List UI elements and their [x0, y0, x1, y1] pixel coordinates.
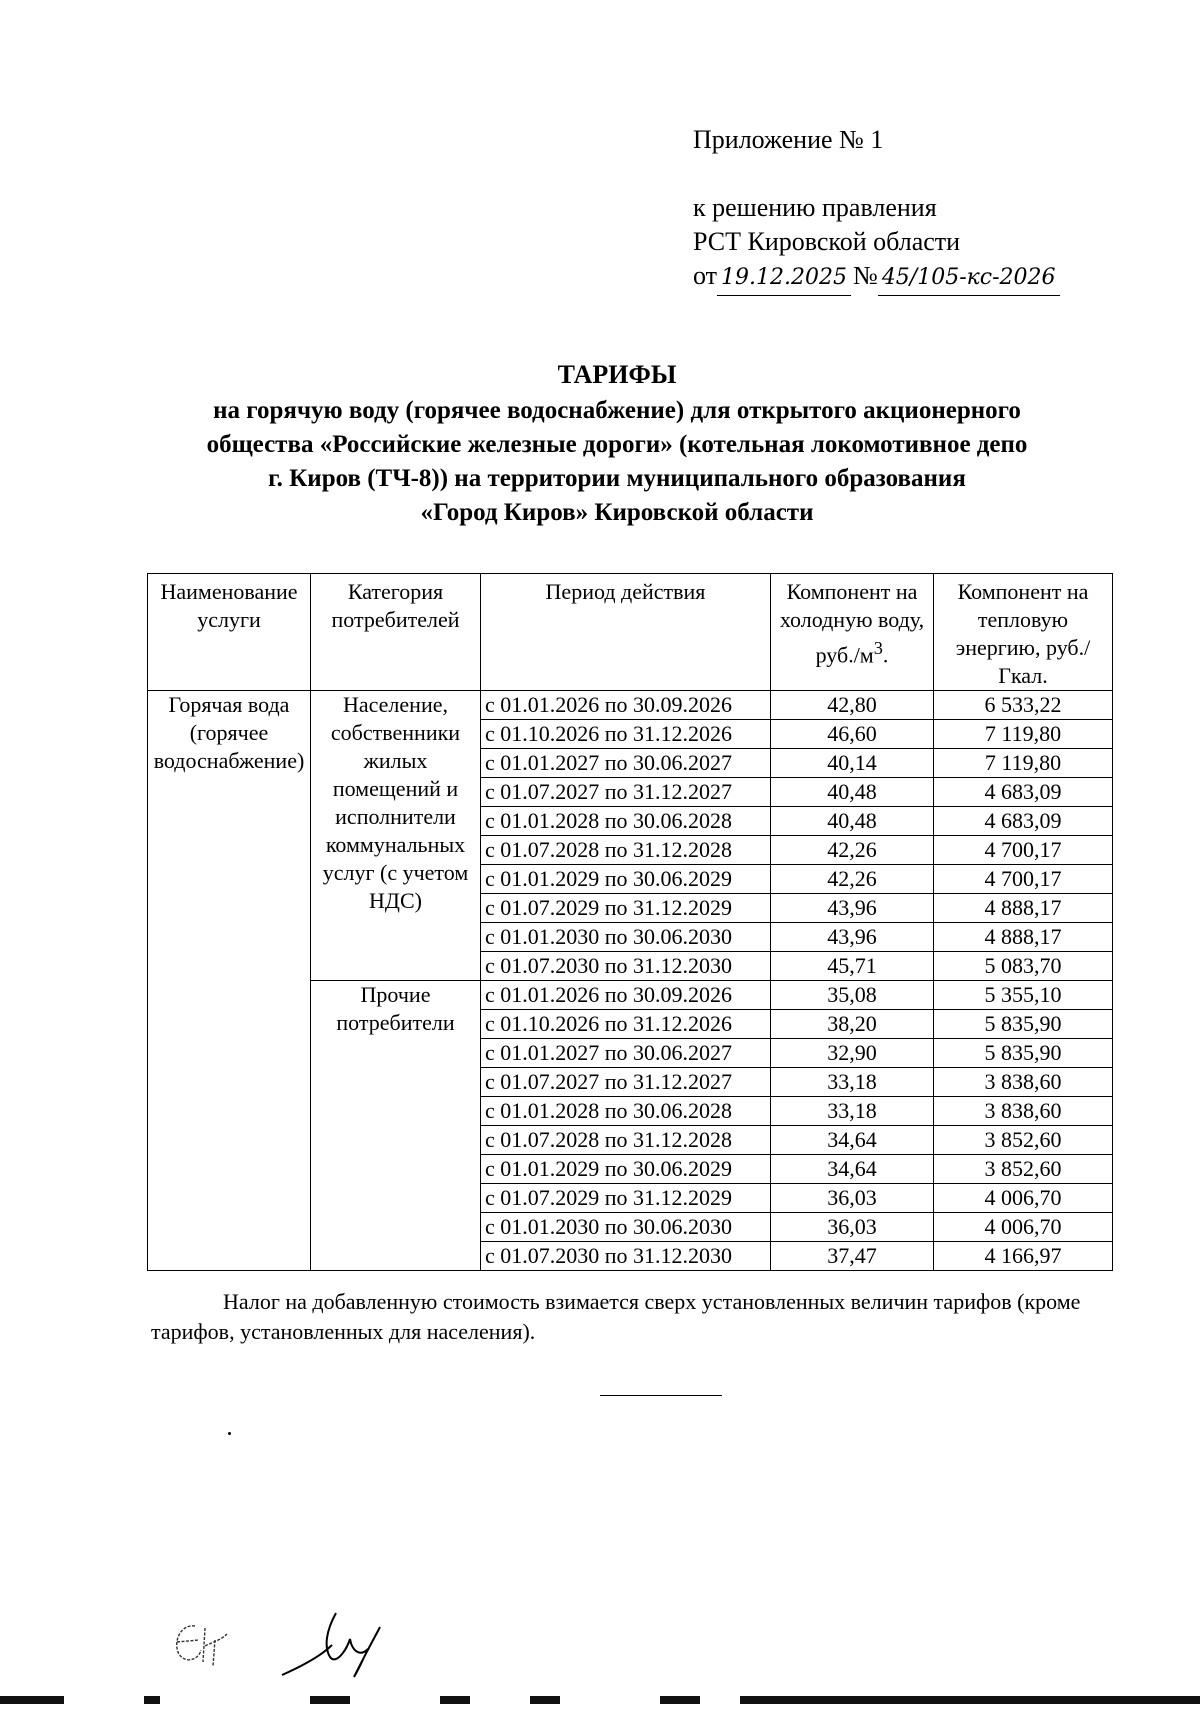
- heat-cell: 3 838,60: [934, 1097, 1113, 1126]
- title-main: ТАРИФЫ: [557, 360, 677, 389]
- cold-water-cell: 34,64: [771, 1126, 934, 1155]
- heat-cell: 5 835,90: [934, 1039, 1113, 1068]
- period-cell: с 01.01.2030 по 30.06.2030: [481, 923, 771, 952]
- period-cell: с 01.01.2027 по 30.06.2027: [481, 749, 771, 778]
- header-heat: Компонент на тепловую энергию, руб./Гкал.: [934, 574, 1113, 691]
- handwritten-decision-number: 45/105-кс-2026: [878, 261, 1060, 296]
- period-cell: с 01.07.2029 по 31.12.2029: [481, 894, 771, 923]
- period-cell: с 01.07.2028 по 31.12.2028: [481, 1126, 771, 1155]
- heat-cell: 4 006,70: [934, 1213, 1113, 1242]
- heat-cell: 3 852,60: [934, 1126, 1113, 1155]
- cold-water-cell: 37,47: [771, 1242, 934, 1271]
- cold-water-cell: 36,03: [771, 1213, 934, 1242]
- appendix-date-line: [693, 259, 1060, 296]
- heat-cell: 4 888,17: [934, 894, 1113, 923]
- title-line-4: «Город Киров» Кировской области: [420, 499, 814, 526]
- closing-divider: [600, 1395, 722, 1396]
- cold-water-cell: 34,64: [771, 1155, 934, 1184]
- heat-cell: 3 838,60: [934, 1068, 1113, 1097]
- header-category: Категория потребителей: [311, 574, 481, 691]
- period-cell: с 01.01.2030 по 30.06.2030: [481, 1213, 771, 1242]
- cold-water-cell: 40,48: [771, 807, 934, 836]
- header-cold-water-sup: 3: [873, 638, 883, 658]
- table-body: [148, 691, 1113, 1271]
- title-line-1: на горячую воду (горячее водоснабжение) для открытого акционерного: [213, 397, 1021, 424]
- period-cell: с 01.01.2026 по 30.09.2026: [481, 691, 771, 720]
- header-period: Период действия: [481, 574, 771, 691]
- heat-cell: 4 683,09: [934, 778, 1113, 807]
- stray-dot: [228, 1432, 231, 1435]
- title-line-2: общества «Российские железные дороги» (котельная локомотивное депо: [206, 431, 1028, 458]
- period-cell: с 01.01.2026 по 30.09.2026: [481, 981, 771, 1010]
- handwritten-date: 19.12.2025: [717, 261, 851, 296]
- cold-water-cell: 42,80: [771, 691, 934, 720]
- cold-water-cell: 40,48: [771, 778, 934, 807]
- heat-cell: 4 683,09: [934, 807, 1113, 836]
- heat-cell: 4 700,17: [934, 836, 1113, 865]
- number-label: №: [853, 261, 878, 290]
- vat-note: Налог на добавленную стоимость взимается сверх установленных величин тарифов (кроме тарифов, установленных для населения).: [151, 1289, 1081, 1344]
- heat-cell: 4 888,17: [934, 923, 1113, 952]
- heat-cell: 3 852,60: [934, 1155, 1113, 1184]
- title-line-3: г. Киров (ТЧ-8)) на территории муниципального образования: [268, 465, 966, 492]
- heat-cell: 7 119,80: [934, 749, 1113, 778]
- category-cell: Население, собственники жилых помещений и исполнители коммунальных услуг (с учетом НДС): [311, 691, 481, 981]
- header-cold-water: [771, 574, 934, 691]
- appendix-header: [693, 123, 1060, 296]
- appendix-authority-line: РСТ Кировской области: [693, 227, 961, 256]
- from-label: от: [693, 261, 718, 290]
- cold-water-cell: 42,26: [771, 836, 934, 865]
- cold-water-cell: 38,20: [771, 1010, 934, 1039]
- cold-water-cell: 36,03: [771, 1184, 934, 1213]
- header-cold-water-text: Компонент на холодную воду, руб./м: [779, 579, 925, 668]
- category-cell: Прочие потребители: [311, 981, 481, 1271]
- heat-cell: 5 083,70: [934, 952, 1113, 981]
- cold-water-cell: 42,26: [771, 865, 934, 894]
- period-cell: с 01.07.2027 по 31.12.2027: [481, 1068, 771, 1097]
- period-cell: с 01.01.2029 по 30.06.2029: [481, 1155, 771, 1184]
- cold-water-cell: 35,08: [771, 981, 934, 1010]
- cold-water-cell: 33,18: [771, 1068, 934, 1097]
- period-cell: с 01.10.2026 по 31.12.2026: [481, 1010, 771, 1039]
- period-cell: с 01.07.2029 по 31.12.2029: [481, 1184, 771, 1213]
- period-cell: с 01.01.2028 по 30.06.2028: [481, 1097, 771, 1126]
- period-cell: с 01.07.2030 по 31.12.2030: [481, 1242, 771, 1271]
- table-row: [148, 691, 1113, 720]
- scan-edge-bar: [0, 1696, 1200, 1704]
- heat-cell: 5 835,90: [934, 1010, 1113, 1039]
- table-header-row: [148, 574, 1113, 691]
- period-cell: с 01.07.2028 по 31.12.2028: [481, 836, 771, 865]
- cold-water-cell: 40,14: [771, 749, 934, 778]
- heat-cell: 7 119,80: [934, 720, 1113, 749]
- period-cell: с 01.07.2027 по 31.12.2027: [481, 778, 771, 807]
- cold-water-cell: 46,60: [771, 720, 934, 749]
- document-title: [120, 358, 1114, 530]
- heat-cell: 4 166,97: [934, 1242, 1113, 1271]
- service-name-cell: Горячая вода (горячее водоснабжение): [148, 691, 311, 1271]
- tariffs-table: [147, 573, 1113, 1271]
- heat-cell: 6 533,22: [934, 691, 1113, 720]
- header-service: Наименование услуги: [148, 574, 311, 691]
- heat-cell: 4 006,70: [934, 1184, 1113, 1213]
- period-cell: с 01.01.2027 по 30.06.2027: [481, 1039, 771, 1068]
- heat-cell: 4 700,17: [934, 865, 1113, 894]
- period-cell: с 01.01.2029 по 30.06.2029: [481, 865, 771, 894]
- handwritten-signature: [280, 1605, 390, 1685]
- heat-cell: 5 355,10: [934, 981, 1113, 1010]
- period-cell: с 01.07.2030 по 31.12.2030: [481, 952, 771, 981]
- cold-water-cell: 33,18: [771, 1097, 934, 1126]
- appendix-number: Приложение № 1: [693, 125, 884, 154]
- cold-water-cell: 43,96: [771, 923, 934, 952]
- header-cold-water-tail: .: [882, 642, 889, 668]
- period-cell: с 01.10.2026 по 31.12.2026: [481, 720, 771, 749]
- cold-water-cell: 45,71: [771, 952, 934, 981]
- cold-water-cell: 32,90: [771, 1039, 934, 1068]
- appendix-decision-line: к решению правления: [693, 193, 937, 222]
- cold-water-cell: 43,96: [771, 894, 934, 923]
- period-cell: с 01.01.2028 по 30.06.2028: [481, 807, 771, 836]
- initials-signature: [165, 1618, 235, 1678]
